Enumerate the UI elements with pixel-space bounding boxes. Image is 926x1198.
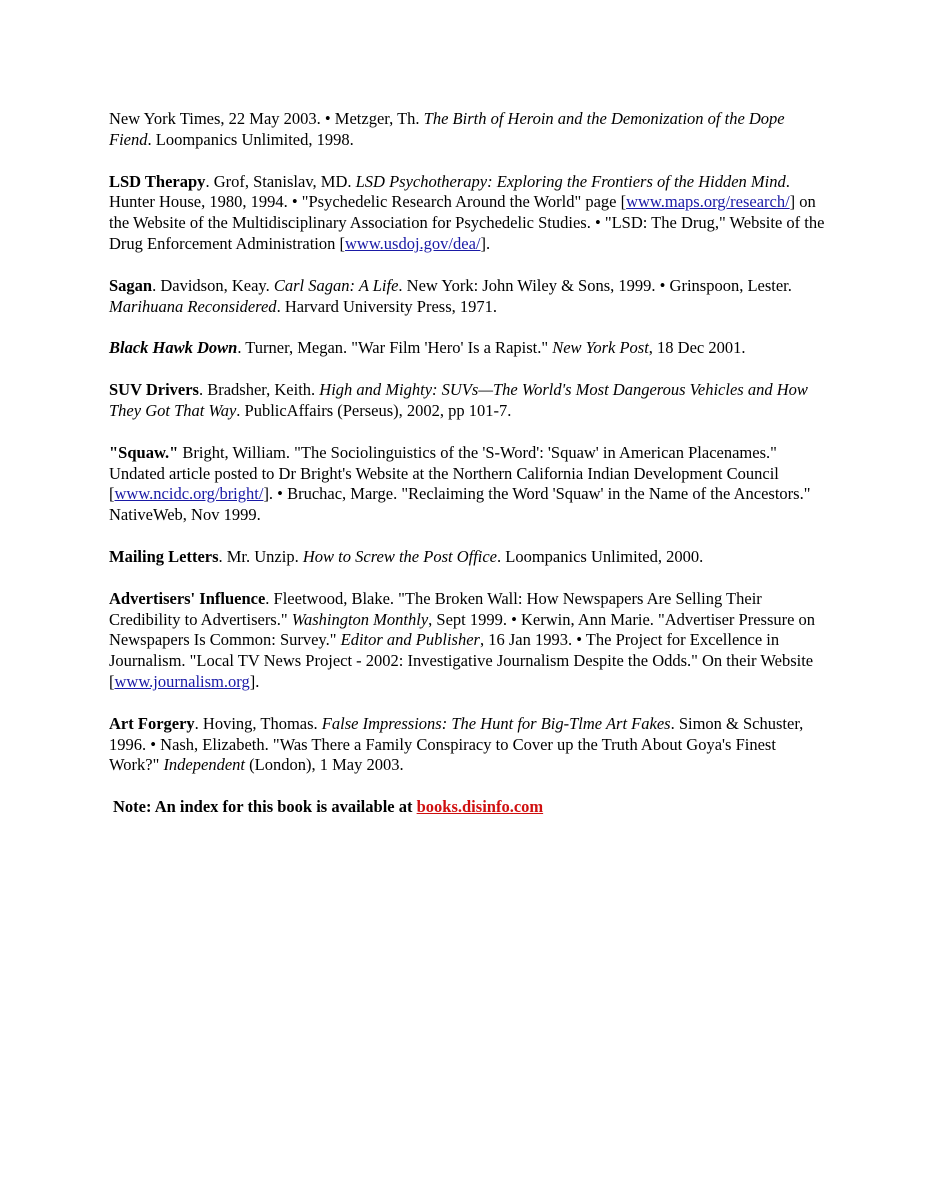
citation-text: . Fleetwood, Blake. "The Broken Wall: How Newspapers Are Selling Their Credibility to Advertisers." [109, 588, 762, 629]
entry-topic: "Squaw." [109, 442, 179, 462]
work-title: Independent [163, 755, 245, 775]
citation-text: ]. [480, 233, 491, 253]
entry-topic: Sagan [109, 275, 153, 295]
work-title: Editor and Publisher [340, 630, 480, 650]
citation-text: . Loompanics Unlimited, 1998. [147, 129, 354, 149]
citation-text: . Loompanics Unlimited, 2000. [497, 546, 704, 566]
entry-topic: Black Hawk Down [109, 338, 238, 358]
citation-text: . Hoving, Thomas. [194, 713, 322, 733]
work-title: New York Post [552, 338, 649, 358]
entry-topic: Art Forgery [109, 713, 195, 733]
bibliography-entry-black-hawk-down [109, 338, 826, 359]
bibliography-entry-lsd-therapy [109, 172, 826, 255]
citation-text: , 18 Dec 2001. [648, 338, 746, 358]
bibliography-entry-suv-drivers [109, 380, 826, 422]
bibliography-entry-advertisers-influence [109, 589, 826, 693]
work-title: False Impressions: The Hunt for Big-Tlme Art Fakes [321, 713, 671, 733]
index-note [113, 797, 826, 818]
citation-text: ] on the Website of the Multidisciplinary Association for Psychedelic Studies. • "LSD: The Drug," Website of the Drug Enforcement Administration [ [109, 192, 825, 253]
citation-text: , 16 Jan 1993. • The Project for Excellence in Journalism. "Local TV News Project - 2002: Investigative Journalism Despite the Odds." On their Website [ [109, 630, 814, 691]
work-title: High and Mighty: SUVs—The World's Most Dangerous Vehicles and How They Got That Way [109, 380, 808, 420]
entry-topic: Mailing Letters [109, 546, 219, 566]
citation-text: . Turner, Megan. "War Film 'Hero' Is a Rapist." [237, 338, 553, 358]
work-title: The Birth of Heroin and the Demonization of the Dope Fiend [109, 109, 785, 149]
bibliography-entry-mailing-letters [109, 547, 826, 568]
work-title: Carl Sagan: A Life [273, 275, 399, 295]
citation-text: . PublicAffairs (Perseus), 2002, pp 101-7. [236, 400, 512, 420]
citation-text: New York Times, 22 May 2003. • Metzger, Th. [109, 109, 424, 128]
reference-link[interactable]: www.maps.org/research/ [626, 192, 790, 212]
entry-topic: Advertisers' Influence [109, 588, 266, 608]
citation-text: . Mr. Unzip. [218, 546, 303, 566]
entry-topic: SUV Drivers [109, 380, 199, 400]
citation-text: Bright, William. "The Sociolinguistics of the 'S-Word': 'Squaw' in American Placenames." Undated article posted to Dr Bright's Website at the Northern California Indian Development Council [ [109, 442, 779, 504]
work-title: How to Screw the Post Office [302, 546, 498, 566]
bibliography-entry-continued [109, 109, 826, 151]
citation-text: . Bradsher, Keith. [198, 380, 320, 400]
citation-text: . New York: John Wiley & Sons, 1999. • Grinspoon, Lester. [398, 275, 792, 295]
reference-link[interactable]: www.usdoj.gov/dea/ [345, 233, 481, 253]
bibliography-entry-sagan [109, 276, 826, 318]
index-link[interactable]: books.disinfo.com [416, 797, 544, 817]
bibliography-entry-squaw [109, 443, 826, 526]
reference-link[interactable]: www.ncidc.org/bright/ [114, 484, 264, 504]
citation-text: (London), 1 May 2003. [245, 755, 404, 775]
work-title: Washington Monthly [291, 609, 429, 629]
citation-text: . Harvard University Press, 1971. [276, 296, 497, 316]
citation-text: , Sept 1999. • Kerwin, Ann Marie. "Advertiser Pressure on Newspapers Is Common: Survey." [109, 609, 816, 650]
work-title: Marihuana Reconsidered [109, 296, 277, 316]
citation-text: . Grof, Stanislav, MD. [205, 171, 356, 191]
work-title: LSD Psychotherapy: Exploring the Frontiers of the Hidden Mind [355, 171, 786, 191]
citation-text: . Hunter House, 1980, 1994. • "Psychedelic Research Around the World" page [ [109, 171, 790, 212]
reference-link[interactable]: www.journalism.org [114, 671, 250, 691]
citation-text: . Davidson, Keay. [152, 275, 274, 295]
bibliography-list [109, 109, 826, 776]
index-note-text: Note: An index for this book is available at [113, 797, 417, 817]
citation-text: ]. • Bruchac, Marge. "Reclaiming the Word 'Squaw' in the Name of the Ancestors." NativeWeb, Nov 1999. [109, 484, 811, 525]
bibliography-entry-art-forgery [109, 714, 826, 776]
entry-topic: LSD Therapy [109, 171, 206, 191]
citation-text: ]. [249, 671, 260, 691]
citation-text: . Simon & Schuster, 1996. • Nash, Elizabeth. "Was There a Family Conspiracy to Cover up the Truth About Goya's Finest Work?" [109, 713, 804, 775]
